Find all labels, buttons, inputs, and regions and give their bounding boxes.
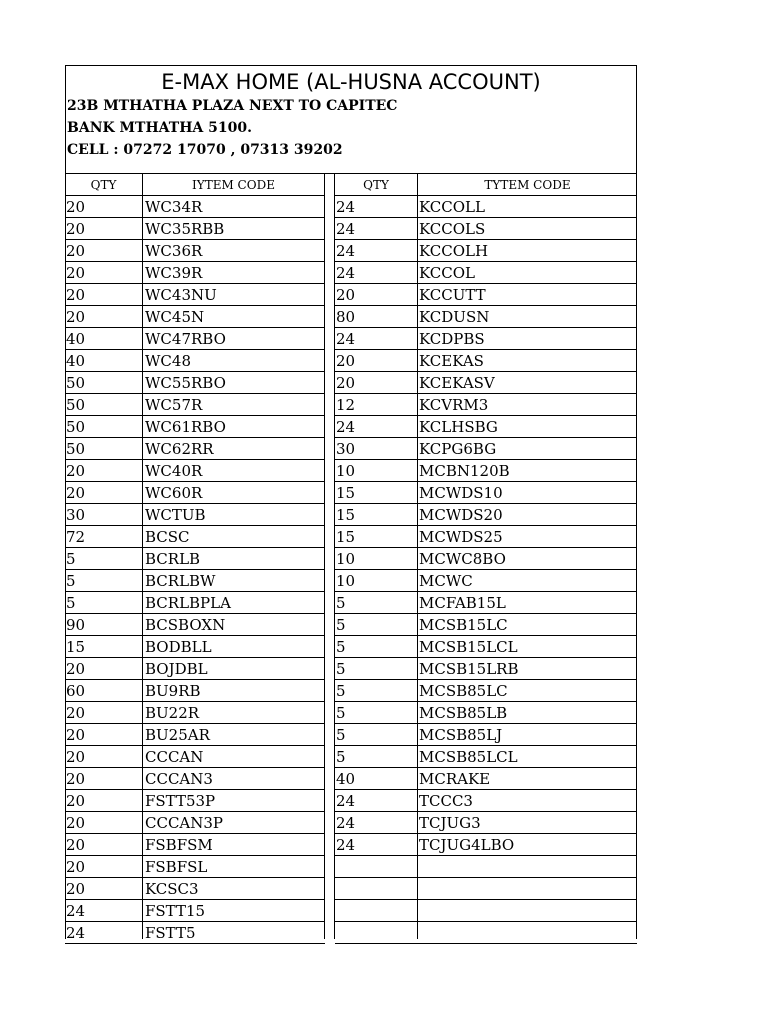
left-code-cell: WCTUB	[145, 506, 206, 524]
right-code-cell: KCLHSBG	[419, 418, 498, 436]
right-code-cell: MCWDS20	[419, 506, 503, 524]
grid-line	[335, 635, 637, 636]
right-code-cell: KCCOL	[419, 264, 476, 282]
grid-line	[65, 855, 325, 856]
right-qty-cell: 20	[336, 352, 356, 370]
left-qty-cell: 90	[66, 616, 86, 634]
right-code-cell: KCCOLS	[419, 220, 486, 238]
right-code-cell: MCSB15LRB	[419, 660, 519, 678]
grid-line	[65, 283, 325, 284]
grid-line	[65, 943, 325, 944]
right-qty-header: QTY	[363, 178, 389, 192]
grid-line	[65, 701, 325, 702]
grid-line	[65, 65, 66, 939]
grid-line	[335, 723, 637, 724]
left-qty-cell: 50	[66, 418, 86, 436]
grid-line	[335, 437, 637, 438]
grid-line	[335, 921, 637, 922]
grid-line	[65, 657, 325, 658]
left-code-cell: WC60R	[145, 484, 203, 502]
grid-line	[335, 415, 637, 416]
right-qty-cell: 5	[336, 594, 346, 612]
right-qty-cell: 5	[336, 638, 346, 656]
right-code-cell: KCEKAS	[419, 352, 484, 370]
left-code-cell: BCRLBW	[145, 572, 216, 590]
left-qty-cell: 20	[66, 660, 86, 678]
left-qty-cell: 5	[66, 550, 76, 568]
right-qty-cell: 24	[336, 836, 356, 854]
left-qty-cell: 20	[66, 462, 86, 480]
grid-line	[65, 921, 325, 922]
right-qty-cell: 30	[336, 440, 356, 458]
grid-line	[335, 657, 637, 658]
right-code-cell: MCRAKE	[419, 770, 491, 788]
left-qty-cell: 50	[66, 440, 86, 458]
grid-line	[65, 767, 325, 768]
right-qty-cell: 40	[336, 770, 356, 788]
grid-line	[65, 371, 325, 372]
left-qty-cell: 50	[66, 374, 86, 392]
right-qty-cell: 24	[336, 220, 356, 238]
grid-line	[335, 789, 637, 790]
right-code-cell: KCCOLH	[419, 242, 489, 260]
right-code-cell: MCSB15LC	[419, 616, 508, 634]
left-code-cell: FSBFSL	[145, 858, 208, 876]
grid-line	[335, 701, 637, 702]
right-code-cell: TCJUG4LBO	[419, 836, 515, 854]
grid-line	[335, 305, 637, 306]
left-qty-cell: 20	[66, 198, 86, 216]
grid-line	[65, 173, 637, 174]
grid-line	[335, 283, 637, 284]
left-code-cell: BOJDBL	[145, 660, 208, 678]
right-code-cell: MCWC	[419, 572, 473, 590]
right-code-cell: TCCC3	[419, 792, 473, 810]
right-qty-cell: 15	[336, 484, 356, 502]
grid-line	[65, 569, 325, 570]
grid-line	[335, 943, 637, 944]
grid-line	[335, 745, 637, 746]
left-code-cell: WC61RBO	[145, 418, 226, 436]
left-code-header: IYTEM CODE	[192, 178, 275, 192]
right-qty-cell: 15	[336, 528, 356, 546]
left-qty-cell: 20	[66, 308, 86, 326]
left-code-cell: BCRLB	[145, 550, 201, 568]
right-code-cell: MCSB85LC	[419, 682, 508, 700]
grid-line	[142, 173, 143, 939]
grid-line	[335, 591, 637, 592]
right-qty-cell: 15	[336, 506, 356, 524]
grid-line	[65, 481, 325, 482]
right-code-cell: MCWC8BO	[419, 550, 506, 568]
grid-line	[65, 613, 325, 614]
grid-line	[335, 767, 637, 768]
right-qty-cell: 10	[336, 462, 356, 480]
left-code-cell: WC48	[145, 352, 191, 370]
grid-line	[335, 217, 637, 218]
left-qty-cell: 5	[66, 594, 76, 612]
left-qty-cell: 40	[66, 352, 86, 370]
right-code-cell: MCSB85LJ	[419, 726, 503, 744]
grid-line	[335, 679, 637, 680]
left-qty-cell: 30	[66, 506, 86, 524]
right-qty-cell: 20	[336, 374, 356, 392]
cell-line: CELL : 07272 17070 , 07313 39202	[67, 142, 343, 158]
right-qty-cell: 12	[336, 396, 356, 414]
grid-line	[335, 855, 637, 856]
spreadsheet-sheet	[65, 65, 637, 942]
grid-line	[335, 547, 637, 548]
right-code-cell: MCSB85LCL	[419, 748, 518, 766]
grid-line	[65, 679, 325, 680]
right-qty-cell: 24	[336, 242, 356, 260]
grid-line	[65, 327, 325, 328]
left-code-cell: WC43NU	[145, 286, 217, 304]
grid-line	[65, 437, 325, 438]
left-qty-cell: 24	[66, 902, 86, 920]
left-code-cell: WC45N	[145, 308, 205, 326]
grid-line	[335, 569, 637, 570]
left-code-cell: BODBLL	[145, 638, 212, 656]
grid-line	[65, 635, 325, 636]
right-qty-cell: 5	[336, 660, 346, 678]
left-qty-cell: 20	[66, 242, 86, 260]
left-qty-cell: 20	[66, 836, 86, 854]
left-qty-cell: 20	[66, 264, 86, 282]
grid-line	[335, 833, 637, 834]
grid-line	[65, 65, 637, 66]
left-qty-cell: 72	[66, 528, 86, 546]
left-code-cell: WC62RR	[145, 440, 214, 458]
right-code-cell: MCWDS10	[419, 484, 503, 502]
grid-line	[335, 613, 637, 614]
right-code-cell: KCDUSN	[419, 308, 490, 326]
grid-line	[65, 415, 325, 416]
left-qty-cell: 20	[66, 880, 86, 898]
left-qty-cell: 5	[66, 572, 76, 590]
grid-line	[65, 525, 325, 526]
left-code-cell: WC57R	[145, 396, 203, 414]
left-qty-cell: 20	[66, 770, 86, 788]
grid-line	[65, 393, 325, 394]
grid-line	[335, 371, 637, 372]
right-qty-cell: 10	[336, 550, 356, 568]
left-qty-header: QTY	[90, 178, 117, 192]
left-code-cell: FSTT53P	[145, 792, 216, 810]
left-qty-cell: 15	[66, 638, 86, 656]
left-code-cell: CCCAN3	[145, 770, 213, 788]
grid-line	[335, 877, 637, 878]
grid-line	[324, 173, 325, 939]
right-code-cell: MCBN120B	[419, 462, 510, 480]
right-code-cell: KCEKASV	[419, 374, 495, 392]
right-qty-cell: 24	[336, 792, 356, 810]
left-qty-cell: 40	[66, 330, 86, 348]
left-code-cell: KCSC3	[145, 880, 199, 898]
grid-line	[65, 503, 325, 504]
grid-line	[65, 261, 325, 262]
left-code-cell: BCSC	[145, 528, 190, 546]
right-code-cell: TCJUG3	[419, 814, 481, 832]
left-qty-cell: 20	[66, 220, 86, 238]
grid-line	[65, 789, 325, 790]
left-qty-cell: 20	[66, 792, 86, 810]
grid-line	[65, 195, 325, 196]
right-qty-cell: 5	[336, 704, 346, 722]
grid-line	[65, 877, 325, 878]
grid-line	[335, 525, 637, 526]
grid-line	[335, 239, 637, 240]
right-qty-cell: 5	[336, 748, 346, 766]
grid-line	[65, 811, 325, 812]
grid-line	[65, 239, 325, 240]
grid-line	[65, 305, 325, 306]
grid-line	[65, 217, 325, 218]
right-code-cell: MCSB15LCL	[419, 638, 518, 656]
grid-line	[335, 261, 637, 262]
grid-line	[417, 173, 418, 939]
left-code-cell: BU25AR	[145, 726, 210, 744]
left-code-cell: WC47RBO	[145, 330, 226, 348]
grid-line	[335, 195, 637, 196]
left-code-cell: WC34R	[145, 198, 203, 216]
grid-line	[335, 481, 637, 482]
left-qty-cell: 20	[66, 484, 86, 502]
left-qty-cell: 24	[66, 924, 86, 942]
right-qty-cell: 80	[336, 308, 356, 326]
left-qty-cell: 20	[66, 286, 86, 304]
grid-line	[335, 503, 637, 504]
left-code-cell: WC36R	[145, 242, 203, 260]
right-code-cell: MCSB85LB	[419, 704, 508, 722]
grid-line	[65, 547, 325, 548]
right-code-header: TYTEM CODE	[484, 178, 571, 192]
left-code-cell: FSTT5	[145, 924, 196, 942]
grid-line	[65, 349, 325, 350]
address-line-1: 23B MTHATHA PLAZA NEXT TO CAPITEC	[67, 98, 398, 114]
left-code-cell: CCCAN	[145, 748, 204, 766]
grid-line	[335, 327, 637, 328]
left-code-cell: BCRLBPLA	[145, 594, 231, 612]
right-code-cell: KCVRM3	[419, 396, 489, 414]
left-code-cell: BU22R	[145, 704, 200, 722]
grid-line	[65, 723, 325, 724]
left-code-cell: WC40R	[145, 462, 203, 480]
right-qty-cell: 5	[336, 616, 346, 634]
grid-line	[335, 459, 637, 460]
right-qty-cell: 24	[336, 814, 356, 832]
page-title: E-MAX HOME (AL-HUSNA ACCOUNT)	[161, 70, 541, 94]
left-qty-cell: 20	[66, 814, 86, 832]
right-qty-cell: 5	[336, 682, 346, 700]
left-code-cell: WC55RBO	[145, 374, 226, 392]
grid-line	[65, 591, 325, 592]
left-qty-cell: 20	[66, 858, 86, 876]
right-qty-cell: 24	[336, 418, 356, 436]
right-qty-cell: 24	[336, 198, 356, 216]
grid-line	[334, 173, 335, 939]
left-code-cell: FSTT15	[145, 902, 206, 920]
grid-line	[335, 811, 637, 812]
left-code-cell: WC39R	[145, 264, 203, 282]
right-qty-cell: 24	[336, 264, 356, 282]
left-code-cell: CCCAN3P	[145, 814, 224, 832]
right-code-cell: MCWDS25	[419, 528, 503, 546]
left-qty-cell: 20	[66, 748, 86, 766]
right-code-cell: KCCUTT	[419, 286, 486, 304]
left-qty-cell: 20	[66, 726, 86, 744]
right-code-cell: KCPG6BG	[419, 440, 497, 458]
right-code-cell: KCDPBS	[419, 330, 485, 348]
left-qty-cell: 50	[66, 396, 86, 414]
grid-line	[335, 899, 637, 900]
left-qty-cell: 20	[66, 704, 86, 722]
right-qty-cell: 5	[336, 726, 346, 744]
grid-line	[335, 393, 637, 394]
right-code-cell: MCFAB15L	[419, 594, 506, 612]
grid-line	[65, 833, 325, 834]
address-line-2: BANK MTHATHA 5100.	[67, 120, 252, 136]
left-qty-cell: 60	[66, 682, 86, 700]
left-code-cell: FSBFSM	[145, 836, 213, 854]
right-qty-cell: 20	[336, 286, 356, 304]
grid-line	[65, 745, 325, 746]
grid-line	[636, 65, 637, 939]
left-code-cell: BU9RB	[145, 682, 201, 700]
grid-line	[65, 899, 325, 900]
right-qty-cell: 24	[336, 330, 356, 348]
right-qty-cell: 10	[336, 572, 356, 590]
left-code-cell: BCSBOXN	[145, 616, 226, 634]
right-code-cell: KCCOLL	[419, 198, 485, 216]
grid-line	[65, 459, 325, 460]
left-code-cell: WC35RBB	[145, 220, 225, 238]
grid-line	[335, 349, 637, 350]
